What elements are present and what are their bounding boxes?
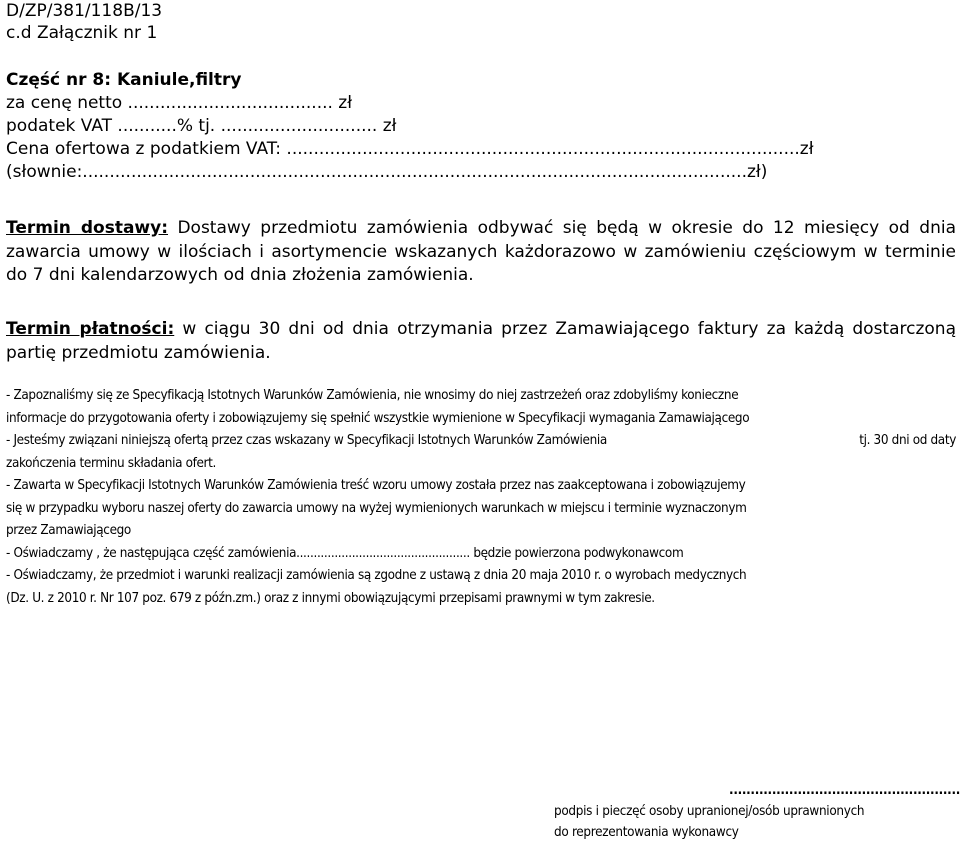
delivery-paragraph [6,217,956,288]
delivery-label: Termin dostawy: [6,218,169,238]
signature-caption-line1: podpis i pieczęć osoby upranionej/osób uprawnionych [554,804,865,819]
statement-line: (Dz. U. z 2010 r. Nr 107 poz. 679 z późn.zm.) oraz z innymi obowiązującymi przepisami prawnymi w tym zakresie. [6,590,655,606]
payment-label: Termin płatności: [6,319,175,339]
statements-block [6,385,956,610]
statement-line: zakończenia terminu składania ofert. [6,455,216,471]
statement-text: - Jesteśmy związani niniejszą ofertą przez czas wskazany w Specyfikacji Istotnych Warunków Zamówienia [6,433,607,448]
statement-line: się w przypadku wyboru naszej oferty do zawarcia umowy na wyżej wymienionych warunkach w miejscu i terminie wyznaczonym [6,500,747,516]
part-title: Część nr 8: Kaniule,filtry [6,70,242,90]
statement-line: informacje do przygotowania oferty i zobowiązujemy się spełnić wszystkie wymienione w Specyfikacji wymagania Zamawiającego [6,410,750,426]
delivery-text: Dostawy przedmiotu zamówienia odbywać się będą w okresie do 12 miesięcy od dnia zawarcia umowy w ilościach i asortymencie wskazanych każdorazowo w zamówieniu częściowym w terminie do 7 dni kalendarzowych od dnia złożenia zamówienia. [6,218,956,285]
statement-line: przez Zamawiającego [6,523,131,538]
document-reference: D/ZP/381/118B/13 [6,1,163,21]
statement-text: tj. 30 dni od daty [859,433,956,448]
statement-line: - Oświadczamy, że przedmiot i warunki realizacji zamówienia są zgodne z ustawą z dnia 20 maja 2010 r. o wyrobach medycznych [6,568,747,583]
price-block [6,69,814,184]
price-in-words-line: (słownie:...........................................................................................................................zł) [6,162,768,182]
gross-price-line: Cena ofertowa z podatkiem VAT: ...............................................................................................zł [6,139,814,159]
payment-text: w ciągu 30 dni od dnia otrzymania przez Zamawiającego faktury za każdą dostarczoną partię przedmiotu zamówienia. [6,319,956,363]
signature-block [554,780,960,843]
statement-line [6,430,956,453]
signature-caption-line2: do reprezentowania wykonawcy [554,825,739,840]
signature-dots: ...................................................... [729,783,960,798]
attachment-label: c.d Załącznik nr 1 [6,23,158,43]
statement-line: - Zapoznaliśmy się ze Specyfikacją Istotnych Warunków Zamówienia, nie wnosimy do niej zastrzeżeń oraz zdobyliśmy konieczne [6,388,739,403]
statement-line: - Zawarta w Specyfikacji Istotnych Warunków Zamówienia treść wzoru umowy została przez nas zaakceptowana i zobowiązujemy [6,478,746,493]
payment-paragraph [6,318,956,365]
vat-line: podatek VAT ...........% tj. ............................. zł [6,116,397,136]
statement-line: - Oświadczamy , że następująca część zamówienia.................................................. będzie powierzona podwykonawcom [6,545,684,561]
net-price-line: za cenę netto ...................................... zł [6,93,353,113]
